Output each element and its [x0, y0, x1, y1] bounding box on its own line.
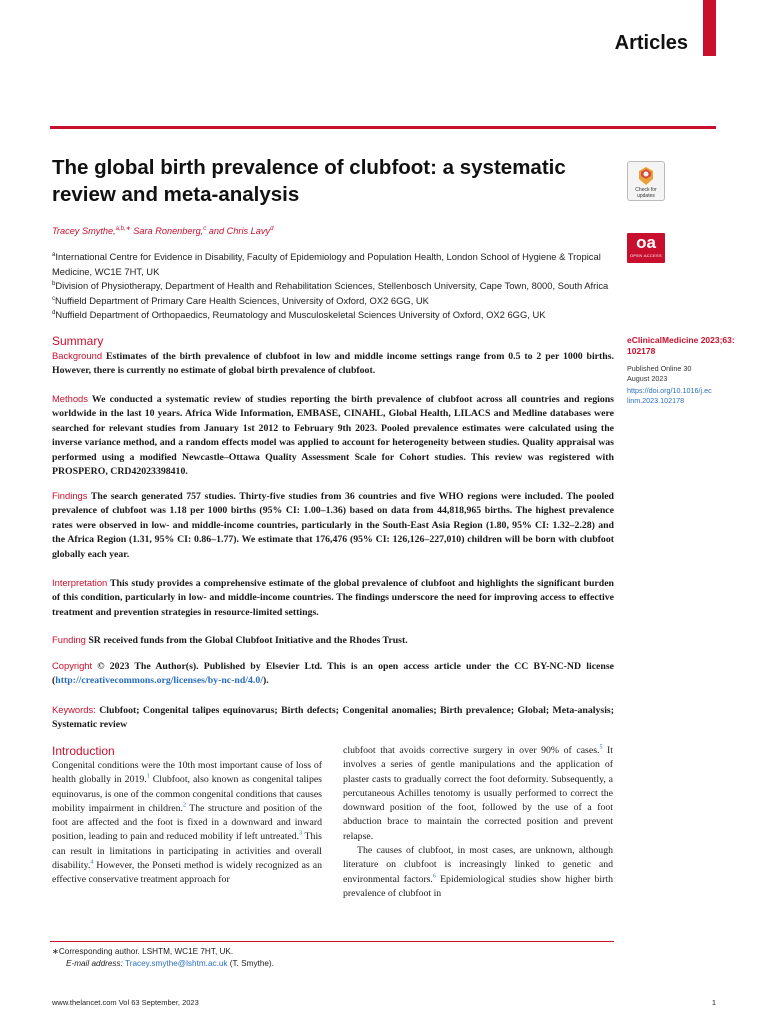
citation-reference[interactable]: 2: [182, 802, 186, 809]
abstract-text-background: Estimates of the birth prevalence of clubfoot in low and middle income settings range from 0.5 to 2 per 1000 births. However, there is currently no estimate of global birth prevalence of clubfoot.: [52, 351, 615, 377]
author-affiliation-marks: c: [203, 225, 207, 232]
oa-logo-text: oa: [636, 233, 656, 252]
introduction-text: Congenital conditions were the 10th most important cause of loss of health globally in 2019.: [52, 760, 322, 786]
email-suffix: (T. Smythe).: [227, 959, 274, 968]
introduction-heading: Introduction: [52, 744, 115, 758]
affiliation-mark: d: [52, 309, 56, 316]
email-line: [52, 958, 274, 970]
author-affiliation-marks: a,b,∗: [115, 225, 131, 232]
introduction-text: However, the Ponseti method is widely recognized as an effective conservative treatment approach for: [52, 860, 322, 886]
oa-logo-subtext: OPEN ACCESS: [630, 253, 662, 258]
introduction-text: The causes of clubfoot, in most cases, are unknown, although literature on clubfoot is increasingly linked to genetic and environmental factors.: [343, 845, 613, 885]
header-rule: [50, 126, 716, 129]
crossmark-label: Check for updates: [635, 187, 657, 199]
introduction-paragraph: [343, 844, 613, 901]
affiliation-text: Nuffield Department of Primary Care Health Sciences, University of Oxford, OX2 6GG, UK: [55, 294, 429, 306]
keywords-label: Keywords:: [52, 704, 96, 715]
affiliation-mark: b: [52, 280, 56, 287]
copyright-text: © 2023 The Author(s). Published by Elsevier Ltd. This is an open access article under the CC BY-NC-ND license (: [52, 661, 614, 687]
author-link[interactable]: Sara Ronenberg,: [130, 226, 204, 236]
abstract-text-findings: The search generated 757 studies. Thirty-five studies from 36 countries and five WHO regions were included. The pooled prevalence of clubfoot was 1.18 per 1000 births (95% CI: 1.00–1.36) based on data from 44,818,965 births. The highest prevalence rates were observed in low- and middle-income countries, particularly in the South-East Asia Region (1.80, 95% CI: 1.32–2.28) and the Africa Region (1.31, 95% CI: 0.86–1.77). We estimate that 176,476 (95% CI: 126,126–227,010) children will be born with clubfoot globally each year.: [52, 491, 614, 560]
journal-citation: eClinicalMedicine 2023;63: 102178: [627, 335, 735, 356]
abstract-label-background: Background: [52, 350, 103, 361]
introduction-column-left: [52, 759, 322, 888]
affiliation-text: Division of Physiotherapy, Department of Health and Rehabilitation Sciences, Stellenbosch University, Cape Town, 8000, South Africa: [55, 280, 609, 291]
keywords-text: Clubfoot; Congenital talipes equinovarus; Birth defects; Congenital anomalies; Birth prevalence; Global; Meta-analysis; Systematic review: [52, 705, 614, 731]
abstract-text-funding: SR received funds from the Global Clubfoot Initiative and the Rhodes Trust.: [88, 635, 408, 646]
affiliation-item: [52, 308, 622, 323]
introduction-paragraph: [343, 744, 613, 844]
affiliation-mark: c: [52, 295, 55, 302]
footnote-rule: [50, 941, 614, 942]
affiliations: [52, 250, 622, 323]
corresponding-author: ∗Corresponding author. LSHTM, WC1E 7HT, UK.: [52, 947, 234, 956]
citation-reference[interactable]: 1: [146, 774, 150, 781]
section-label: Articles: [614, 32, 688, 54]
introduction-text: This can result in limitations in participating in activities and overall disability.: [52, 831, 322, 872]
affiliation-item: [52, 279, 622, 294]
introduction-column-right: [343, 744, 613, 901]
introduction-text: Epidemiological studies show higher birth prevalence of clubfoot in: [343, 873, 614, 899]
abstract-background: [52, 349, 614, 379]
citation-reference[interactable]: 4: [90, 859, 94, 866]
crossmark-icon: [637, 166, 655, 186]
abstract-label-copyright: Copyright: [52, 660, 93, 671]
citation-reference[interactable]: 6: [432, 873, 436, 880]
affiliation-item: [52, 294, 622, 309]
affiliation-text: Nuffield Department of Orthopaedics, Reumatology and Musculoskeletal Sciences University of Oxford, OX2 6GG, UK: [55, 309, 546, 320]
introduction-text: Clubfoot, also known as congenital talipes equinovarus, is one of the common congenital conditions that causes mobility impairment in children.: [52, 774, 322, 814]
affiliation-item: [52, 250, 622, 279]
introduction-text: The structure and position of the foot are affected and the foot is fixed in a downward and inward position, leading to pain and reduced mobility if left untreated.: [52, 802, 322, 843]
citation-reference[interactable]: 5: [599, 744, 603, 751]
introduction-text: It involves a series of gentle manipulations and the application of plaster casts to gradually correct the foot deformity. Subsequently, a percutaneous Achilles tenotomy is usually performed to correct the downward position of the foot, followed by the use of a foot abduction brace to maintain the corrected position and prevent relapse.: [343, 745, 613, 842]
email-label: E-mail address:: [66, 959, 123, 968]
abstract-text-methods: We conducted a systematic review of studies reporting the birth prevalence of clubfoot across all countries and regions worldwide in the last 10 years. Africa Wide Information, EMBASE, CINAHL, Global Health, LILACS and Medline databases were searched for relevant studies from January 1st 2012 to February 9th 2023. Pooled prevalence estimates were calculated using the inverse variance method, and a random effects model was applied to account for heterogeneity between studies. Quality appraisal was performed using a modified Newcastle–Ottawa Quality Assessment Scale for Cohort studies. This review was registered with PROSPERO, CRD42023398410.: [52, 394, 614, 478]
abstract-interpretation: [52, 576, 614, 620]
summary-heading: Summary: [52, 334, 104, 348]
abstract-funding: [52, 633, 614, 648]
abstract-label-findings: Findings: [52, 490, 88, 501]
header-accent-tab: [703, 0, 716, 56]
copyright-text-end: ).: [262, 675, 269, 687]
abstract-label-methods: Methods: [52, 393, 88, 404]
abstract-label-funding: Funding: [52, 634, 86, 645]
article-title: The global birth prevalence of clubfoot: a systematic review and meta-analysis: [52, 156, 566, 206]
publication-date: Published Online 30 August 2023: [627, 364, 692, 383]
keywords: [52, 703, 614, 733]
license-link[interactable]: http://creativecommons.org/licenses/by-nc-nd/4.0/: [55, 675, 263, 687]
page-number: 1: [711, 998, 716, 1007]
affiliation-text: International Centre for Evidence in Disability, Faculty of Epidemiology and Population Health, London School of Hygiene & Tropical Medicine, WC1E 7HT, UK: [52, 251, 601, 277]
abstract-label-interpretation: Interpretation: [52, 577, 108, 588]
check-for-updates-button[interactable]: [627, 161, 665, 201]
abstract-methods: [52, 392, 614, 479]
author-affiliation-marks: d: [270, 225, 274, 232]
introduction-text: clubfoot that avoids corrective surgery in over 90% of cases.: [343, 745, 600, 756]
footnote: [52, 946, 274, 970]
author-link[interactable]: and Chris Lavy: [206, 226, 271, 236]
doi-link[interactable]: https://doi.org/10.1016/j.eclinm.2023.102178: [627, 386, 712, 405]
open-access-badge: [627, 233, 665, 263]
footer-journal-info: www.thelancet.com Vol 63 September, 2023: [52, 998, 199, 1007]
affiliation-mark: a: [52, 251, 56, 258]
author-list: [52, 226, 273, 236]
abstract-text-interpretation: This study provides a comprehensive estimate of the global prevalence of clubfoot and highlights the significant burden of this condition, particularly in low- and middle-income countries. The findings underscore the need for improving access to effective treatment and prevention strategies in resource-limited settings.: [52, 578, 614, 618]
author-link[interactable]: Tracey Smythe,: [52, 226, 116, 236]
abstract-findings: [52, 489, 614, 562]
email-link[interactable]: Tracey.smythe@lshtm.ac.uk: [125, 959, 228, 968]
citation-reference[interactable]: 3: [299, 831, 303, 838]
abstract-copyright: [52, 659, 614, 689]
